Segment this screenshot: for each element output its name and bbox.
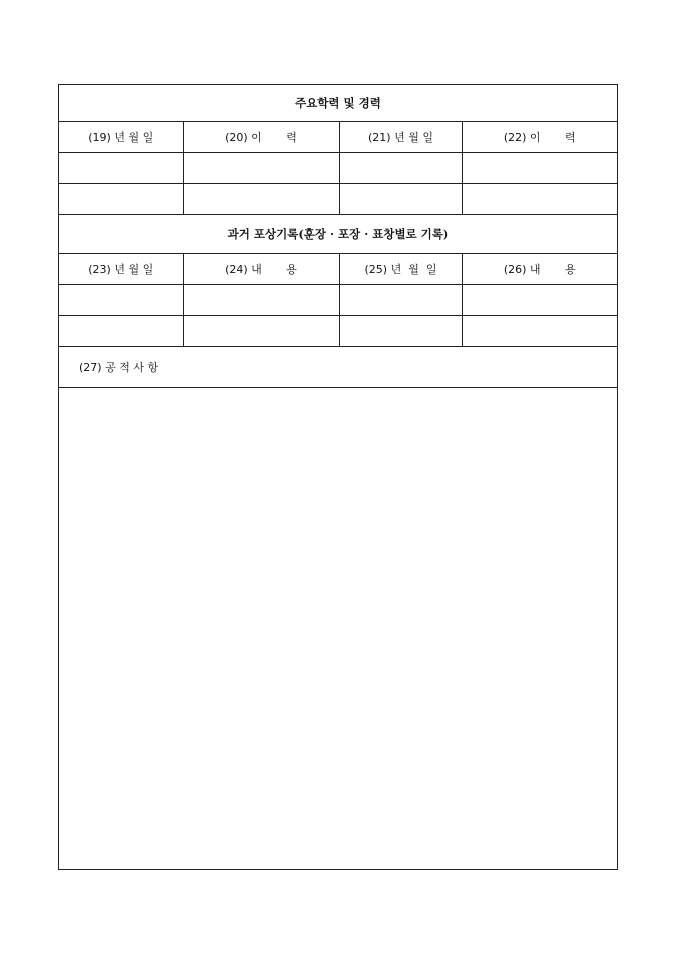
education-history-header-2: (22) 이 력 — [462, 122, 617, 153]
education-history-header-1: (20) 이 력 — [183, 122, 339, 153]
education-history-cell[interactable] — [183, 184, 339, 215]
awards-date-cell[interactable] — [59, 285, 183, 316]
awards-date-header-1: (23) 년 월 일 — [59, 254, 183, 285]
awards-date-cell[interactable] — [339, 285, 462, 316]
awards-content-header-1: (24) 내 용 — [183, 254, 339, 285]
awards-date-header-2: (25) 년 월 일 — [339, 254, 462, 285]
education-date-header-2: (21) 년 월 일 — [339, 122, 462, 153]
education-history-cell[interactable] — [462, 153, 617, 184]
remarks-content-area[interactable] — [59, 388, 617, 872]
education-date-cell[interactable] — [339, 184, 462, 215]
remarks-label: (27) 공 적 사 항 — [59, 347, 617, 388]
awards-section-title: 과거 포상기록(훈장 · 포장 · 표창별로 기록) — [59, 215, 617, 254]
education-history-cell[interactable] — [462, 184, 617, 215]
record-table — [59, 85, 617, 871]
awards-content-header-2: (26) 내 용 — [462, 254, 617, 285]
awards-date-cell[interactable] — [339, 316, 462, 347]
education-section-title: 주요학력 및 경력 — [59, 85, 617, 122]
awards-content-cell[interactable] — [183, 285, 339, 316]
education-date-header-1: (19) 년 월 일 — [59, 122, 183, 153]
awards-date-cell[interactable] — [59, 316, 183, 347]
record-form — [58, 84, 618, 870]
education-date-cell[interactable] — [339, 153, 462, 184]
awards-content-cell[interactable] — [183, 316, 339, 347]
awards-content-cell[interactable] — [462, 316, 617, 347]
awards-content-cell[interactable] — [462, 285, 617, 316]
education-date-cell[interactable] — [59, 184, 183, 215]
education-history-cell[interactable] — [183, 153, 339, 184]
education-date-cell[interactable] — [59, 153, 183, 184]
